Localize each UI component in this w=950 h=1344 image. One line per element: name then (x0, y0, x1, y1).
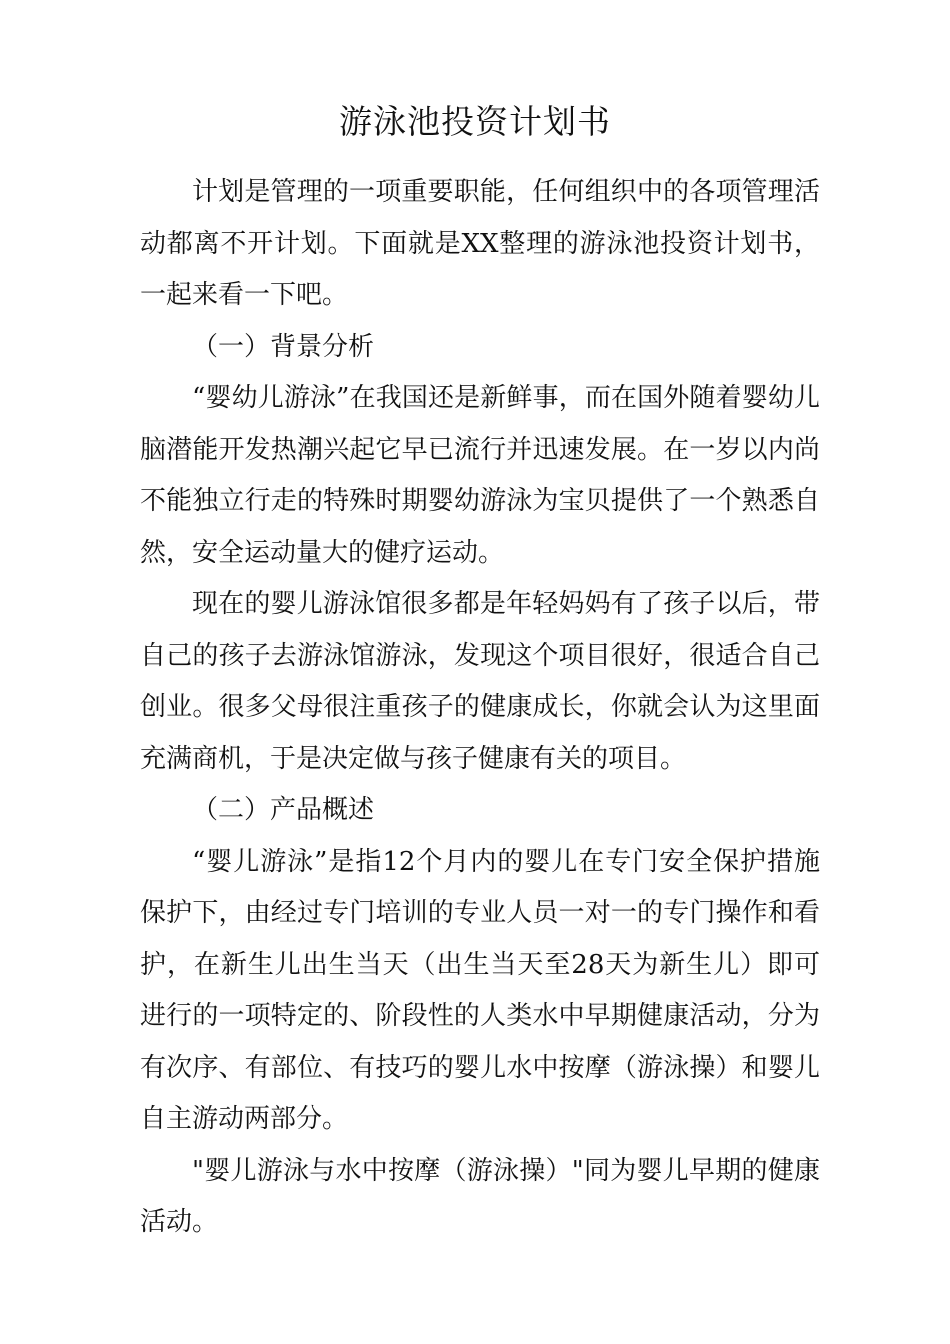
background-paragraph-1: “婴幼儿游泳”在我国还是新鲜事，而在国外随着婴幼儿脑潜能开发热潮兴起它早已流行并迅速发展。在一岁以内尚不能独立行走的特殊时期婴幼游泳为宝贝提供了一个熟悉自然，安全运动量大的健疗运动。 (140, 383, 820, 568)
section-heading-background: （一）背景分析 (192, 331, 375, 362)
background-paragraph-2: 现在的婴儿游泳馆很多都是年轻妈妈有了孩子以后，带自己的孩子去游泳馆游泳，发现这个项目很好，很适合自己创业。很多父母很注重孩子的健康成长，你就会认为这里面充满商机，于是决定做与孩子健康有关的项目。 (140, 589, 820, 774)
document-title: 游泳池投资计划书 (339, 102, 611, 141)
product-paragraph-2: "婴儿游泳与水中按摩（游泳操）"同为婴儿早期的健康活动。 (140, 1155, 820, 1237)
section-heading-product: （二）产品概述 (192, 795, 375, 825)
intro-paragraph: 计划是管理的一项重要职能，任何组织中的各项管理活动都离不开计划。下面就是XX整理的游泳池投资计划书，一起来看一下吧。 (140, 177, 820, 310)
product-paragraph-1: “婴儿游泳”是指12个月内的婴儿在专门安全保护措施保护下，由经过专门培训的专业人员一对一的专门操作和看护，在新生儿出生当天（出生当天至28天为新生儿）即可进行的一项特定的、阶段性的人类水中早期健康活动，分为有次序、有部位、有技巧的婴儿水中按摩（游泳操）和婴儿自主游动两部分。 (140, 846, 820, 1134)
document-body (140, 167, 820, 1249)
